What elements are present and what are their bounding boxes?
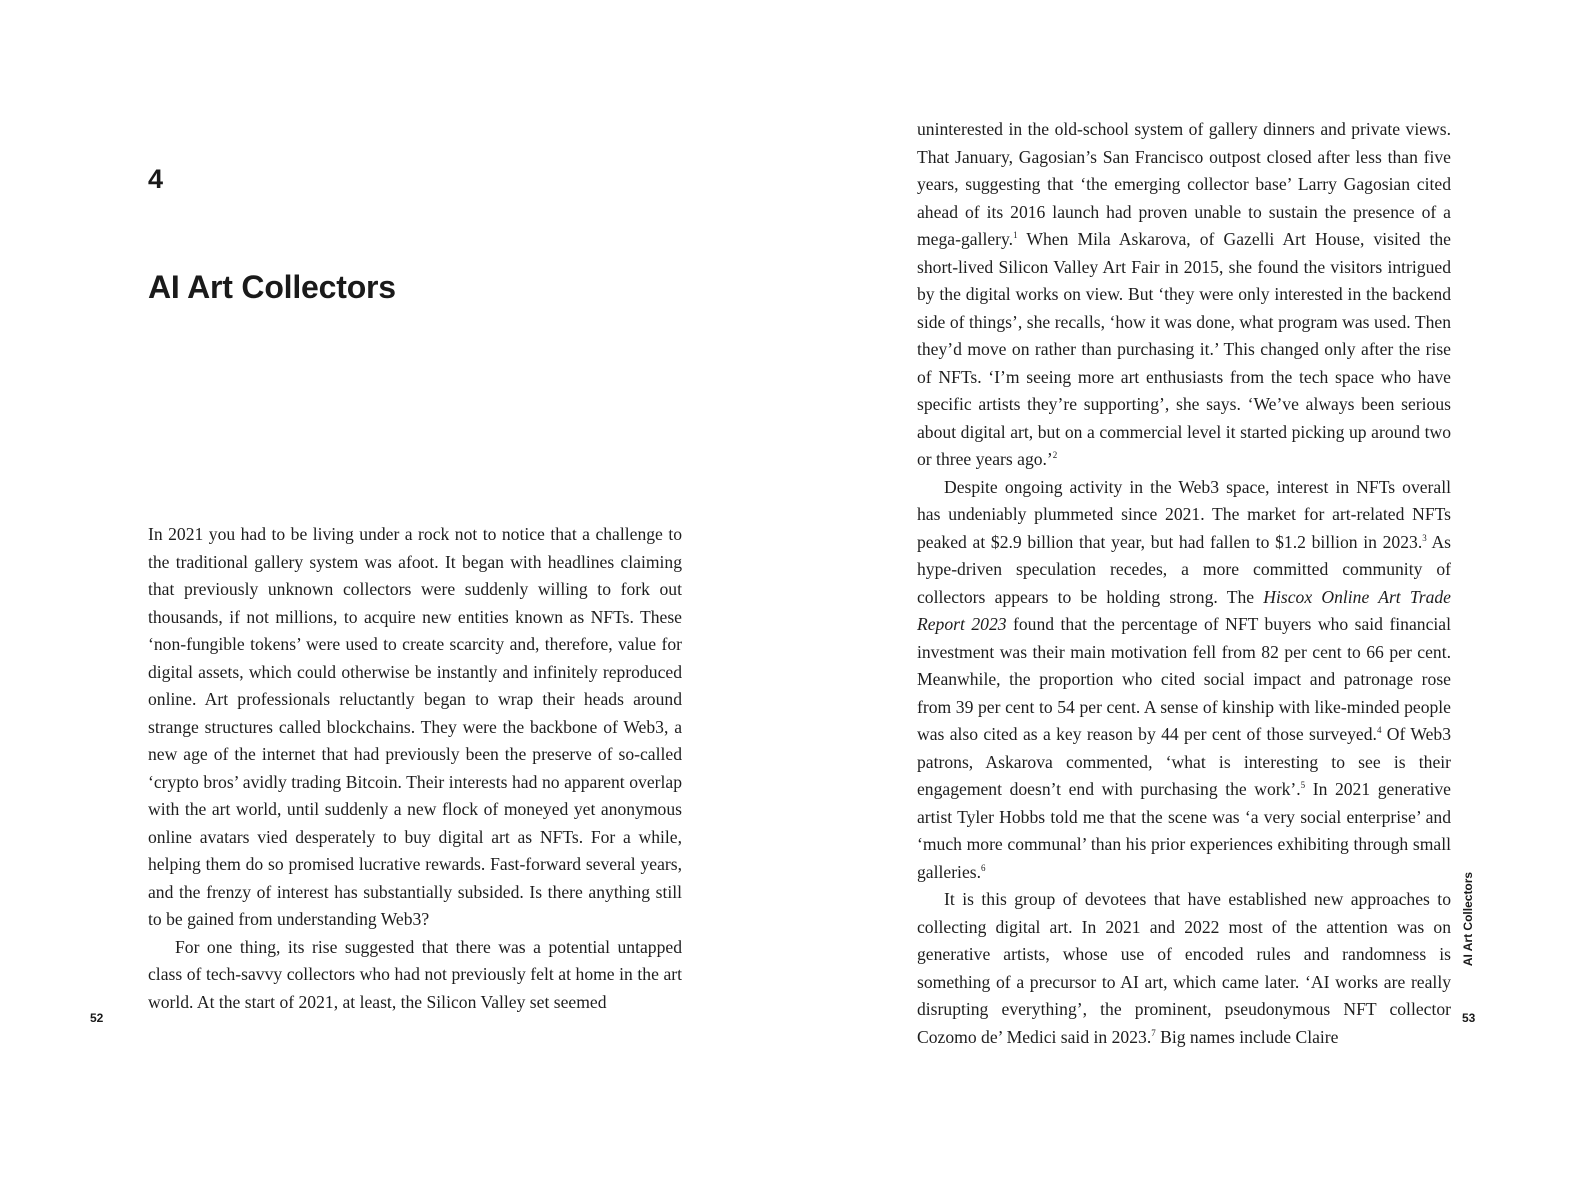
footnote-ref: 2 — [1052, 450, 1058, 461]
chapter-number: 4 — [148, 164, 164, 194]
right-page — [798, 0, 1596, 1189]
footnote-ref: 3 — [1422, 532, 1427, 543]
report-title: Hiscox Online Art Trade Report 2023 — [917, 586, 1451, 634]
footnote-ref: 5 — [1300, 780, 1306, 791]
right-body-text — [917, 116, 1451, 1051]
text-run: Of Web3 patrons, Askarova commented, ‘what is interesting to see is their engagement doesn’t end with purchasing the work’. — [917, 724, 1451, 799]
footnote-ref: 1 — [1013, 230, 1018, 241]
footnote-ref: 7 — [1151, 1027, 1156, 1038]
running-head-text: AI Art Collectors — [1461, 871, 1475, 967]
paragraph — [917, 474, 1451, 887]
page-number: 53 — [1462, 1011, 1476, 1025]
text-run: uninterested in the old-school system of gallery dinners and private views. That January, Gagosian’s San Francisco outpost closed after less than five years, suggesting that ‘the emerging collector base’ Larry Gagosian cited ahead of its 2016 launch had proven unable to sustain the presence of a mega-gallery. — [917, 119, 1451, 249]
chapter-title: AI Art Collectors — [148, 269, 396, 305]
page-number: 52 — [90, 1011, 104, 1025]
text-run: In 2021 generative artist Tyler Hobbs told me that the scene was ‘a very social enterprise’ and ‘much more communal’ than his prior experiences exhibiting through small galleries. — [917, 779, 1451, 882]
paragraph: For one thing, its rise suggested that there was a potential untapped class of tech-savvy collectors who had not previously felt at home in the art world. At the start of 2021, at least, the Silicon Valley set seemed — [148, 936, 682, 1012]
running-head — [1458, 864, 1478, 974]
text-run: found that the percentage of NFT buyers who said financial investment was their main motivation fell from 82 per cent to 66 per cent. Meanwhile, the proportion who cited social impact and patronage rose from 39 per cent to 54 per cent. A sense of kinship with like-minded people was also cited as a key reason by 44 per cent of those surveyed. — [917, 614, 1451, 744]
text-run: As hype-driven speculation recedes, a more committed community of collectors appears to be holding strong. The — [917, 531, 1451, 607]
text-run: When Mila Askarova, of Gazelli Art House, visited the short-lived Silicon Valley Art Fair in 2015, she found the visitors intrigued by the digital works on view. But ‘they were only interested in the backend side of things’, she recalls, ‘how it was done, what program was used. Then they’d move on rather than purchasing it.’ This changed only after the rise of NFTs. ‘I’m seeing more art enthusiasts from the tech space who have specific artists they’re supporting’, she says. ‘We’ve always been serious about digital art, but on a commercial level it started picking up around two or three years ago.’ — [917, 229, 1451, 469]
text-run: Despite ongoing activity in the Web3 space, interest in NFTs overall has undeniably plummeted since 2021. The market for art-related NFTs peaked at $2.9 billion that year, but had fallen to $1.2 billion in 2023. — [917, 476, 1451, 552]
text-run: It is this group of devotees that have established new approaches to collecting digital art. In 2021 and 2022 most of the attention was on generative artists, whose use of encoded rules and randomness is something of a precursor to AI art, which came later. ‘AI works are really disrupting everything’, the prominent, pseudonymous NFT collector Cozomo de’ Medici said in 2023. — [917, 889, 1451, 1047]
footnote-ref: 6 — [981, 862, 986, 873]
left-body-text — [148, 521, 682, 1016]
paragraph — [917, 116, 1451, 474]
footnote-ref: 4 — [1376, 725, 1382, 736]
paragraph: In 2021 you had to be living under a rock not to notice that a challenge to the traditional gallery system was afoot. It began with headlines claiming that previously unknown collectors were suddenly willing to fork out thousands, if not millions, to acquire new entities known as NFTs. These ‘non-fungible tokens’ were used to create scarcity and, therefore, value for digital assets, which could otherwise be instantly and infinitely reproduced online. Art professionals reluctantly began to wrap their heads around strange structures called blockchains. They were the backbone of Web3, a new age of the internet that had previously been the preserve of so-called ‘crypto bros’ avidly trading Bitcoin. Their interests had no apparent overlap with the art world, until suddenly a new flock of moneyed yet anonymous online avatars vied desperately to buy digital art as NFTs. For a while, helping them do so promised lucrative rewards. Fast-forward several years, and the frenzy of interest has substantially subsided. Is there anything still to be gained from understanding Web3? — [148, 524, 682, 929]
text-run: Big names include Claire — [1155, 1026, 1339, 1047]
paragraph — [917, 886, 1451, 1051]
